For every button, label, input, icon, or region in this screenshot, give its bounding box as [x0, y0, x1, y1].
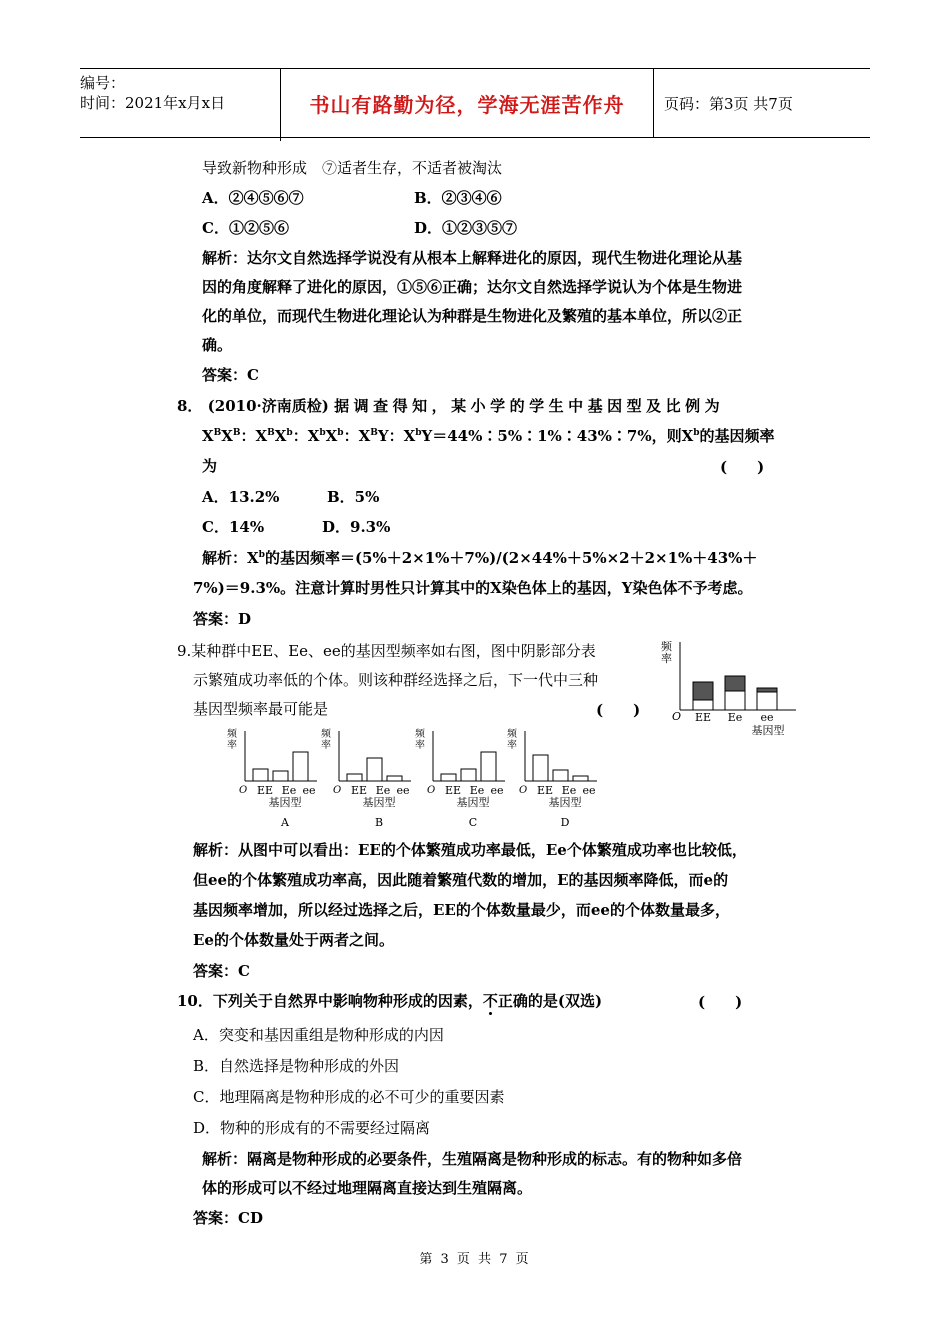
q10-answer: 答案：CD	[193, 1209, 263, 1227]
genotype-2: $X^BX^b$	[255, 427, 293, 445]
axis-label-y-char: 率	[321, 740, 331, 751]
date-line: 时间：2021年x月x日	[80, 94, 226, 112]
q8-ratio: ＝44%∶5%∶1%∶43%∶7%，则X	[432, 427, 694, 445]
q9-explanation-line: 基因频率增加，所以经过选择之后，EE的个体数量最少，而ee的个体数量最多，	[193, 901, 730, 919]
emphasis-mark: 不	[482, 992, 498, 1010]
q8-option-a: A．13.2%	[202, 488, 280, 506]
origin-label: O	[427, 785, 436, 796]
tick-label: Ee	[561, 784, 577, 797]
genotype-4: $X^BY$	[358, 427, 389, 445]
q8-genotype-line: $X^BX^B$：$X^BX^b$：$X^bX^b$：$X^BY$：$X^bY=44\%∶5\%∶1\%∶43\%∶7\%$，则$X^b$的基因频率	[202, 427, 775, 445]
genotype-1: $X^BX^B$	[202, 427, 241, 445]
axis-label-y-char: 率	[661, 652, 672, 665]
q8-number: 8．	[177, 397, 203, 415]
q7-option-b: B．②③④⑥	[414, 189, 502, 207]
bar	[553, 770, 568, 781]
origin-label: O	[672, 710, 682, 723]
q8-answer: 答案：D	[193, 610, 252, 628]
q10-option-c: C．地理隔离是物种形成的必不可少的重要因素	[193, 1088, 505, 1106]
axis-label-y-char: 率	[227, 740, 237, 751]
tick-label: EE	[256, 784, 274, 797]
option-label: C	[468, 816, 478, 829]
motto: 书山有路勤为径，学海无涯苦作舟	[281, 69, 654, 137]
genotype-3: $X^bX^b$	[307, 427, 344, 445]
q9-option-charts	[225, 725, 605, 831]
tick-label: EE	[694, 711, 712, 724]
bar	[293, 752, 308, 781]
axis-label-y-char: 频	[507, 729, 517, 740]
axis-label-y-char: 频	[321, 729, 331, 740]
q8-explanation-line: 解析：$X^b$的基因频率＝(5%＋2×1%＋7%)/(2×44%＋5%×2＋2×1%＋43%＋	[202, 549, 758, 567]
axis-label-x: 基因型	[268, 796, 302, 809]
q7-continuation: 导致新物种形成 ⑦适者生存，不适者被淘汰	[202, 159, 503, 177]
bar-low-success	[757, 688, 777, 692]
axis-label-y-char: 率	[415, 740, 425, 751]
axis-label-y-char: 率	[507, 740, 517, 751]
bar	[533, 755, 548, 781]
q8-option-d: D．9.3%	[322, 518, 391, 536]
bar	[253, 769, 268, 781]
tick-label: ee	[582, 784, 596, 797]
q7-explanation-line: 因的角度解释了进化的原因，①⑤⑥正确；达尔文自然选择学说认为个体是生物进	[202, 278, 743, 296]
q9-stem-line: 基因型频率最可能是	[193, 700, 329, 718]
q7-explanation-line: 确。	[202, 336, 233, 354]
q10-option-a: A．突变和基因重组是物种形成的内因	[193, 1026, 444, 1044]
q10-explanation-line: 解析：隔离是物种形成的必要条件，生殖隔离是物种形成的标志。有的物种如多倍	[202, 1150, 743, 1168]
tick-label: ee	[760, 711, 774, 724]
axis-label-y-char: 频	[661, 640, 672, 653]
q9-explanation-line: 解析：从图中可以看出：EE的个体繁殖成功率最低，Ee个体繁殖成功率也比较低，	[193, 841, 747, 859]
axis-label-y	[661, 639, 673, 665]
tick-label: ee	[396, 784, 410, 797]
tick-label: EE	[536, 784, 554, 797]
q8-explanation-line: 7%)＝9.3%。注意计算时男性只计算其中的X染色体上的基因，Y染色体不予考虑。	[193, 579, 753, 597]
q10-answer-blank: ( )	[698, 993, 743, 1011]
q10-option-b: B．自然选择是物种形成的外因	[193, 1057, 400, 1075]
origin-label: O	[519, 785, 528, 796]
q10-stem: 10．下列关于自然界中影响物种形成的因素，不正确的是(双选)	[177, 992, 603, 1010]
q9-explanation-line: Ee的个体数量处于两者之间。	[193, 931, 394, 949]
serial-number: 编号：	[80, 74, 126, 92]
axis-label-y	[321, 727, 332, 751]
tick-label: EE	[350, 784, 368, 797]
q7-option-c: C．①②⑤⑥	[202, 219, 289, 237]
axis-label-x: 基因型	[548, 796, 582, 809]
page-footer: 第 3 页 共 7 页	[419, 1252, 531, 1267]
tick-label: EE	[444, 784, 462, 797]
q9-answer-blank: ( )	[596, 701, 641, 719]
axis-label-y	[227, 727, 238, 751]
bar	[481, 752, 496, 781]
q8-stem-end: 为	[202, 457, 218, 475]
bar	[347, 774, 362, 781]
axis-label-x: 基因型	[456, 796, 490, 809]
genotype-5: $X^bY$	[403, 427, 433, 445]
bar-low-success	[693, 682, 713, 700]
q10-explanation-line: 体的形成可以不经过地理隔离直接达到生殖隔离。	[202, 1179, 533, 1197]
q8-option-b: B．5%	[327, 488, 380, 506]
q8-source: (2010·济南质检)	[207, 397, 329, 415]
page-header	[80, 68, 870, 138]
q8-stem	[177, 396, 807, 416]
option-label: B	[374, 816, 384, 829]
bar	[441, 774, 456, 781]
q7-answer: 答案：C	[202, 366, 259, 384]
bar	[387, 776, 402, 781]
tick-label: Ee	[375, 784, 391, 797]
option-chart-d	[507, 727, 597, 829]
q8-stem-text: 据调查得知，某小学的学生中基因型及比例为	[334, 397, 725, 415]
axis-label-y-char: 频	[227, 729, 237, 740]
option-chart-c	[415, 727, 505, 829]
header-left	[80, 69, 281, 141]
q7-option-a: A．②④⑤⑥⑦	[202, 189, 304, 207]
axis-label-x: 基因型	[362, 796, 396, 809]
origin-label: O	[239, 785, 248, 796]
bar	[367, 758, 382, 781]
q8-option-c: C．14%	[202, 518, 265, 536]
q10-option-d: D．物种的形成有的不需要经过隔离	[193, 1119, 431, 1137]
q9-explanation-line: 但ee的个体繁殖成功率高，因此随着繁殖代数的增加，E的基因频率降低，而e的	[193, 871, 729, 889]
q9-stem-line: 示繁殖成功率低的个体。则该种群经选择之后，下一代中三种	[193, 671, 599, 689]
tick-label: Ee	[727, 711, 743, 724]
axis-label-y	[507, 727, 518, 751]
origin-label: O	[333, 785, 342, 796]
q7-option-d: D．①②③⑤⑦	[414, 219, 518, 237]
page-indicator: 页码：第3页 共7页	[664, 94, 793, 113]
tick-label: Ee	[281, 784, 297, 797]
q9-answer: 答案：C	[193, 962, 250, 980]
option-chart-b	[321, 727, 411, 829]
q8-answer-blank: ( )	[720, 458, 765, 476]
bar	[573, 776, 588, 781]
bar	[273, 771, 288, 781]
bar-low-success	[725, 676, 745, 691]
tick-label: ee	[302, 784, 316, 797]
axis-label-x: 基因型	[751, 724, 785, 737]
axis-label-y	[415, 727, 426, 751]
q9-stem-line: 9.某种群中EE、Ee、ee的基因型频率如右图，图中阴影部分表	[177, 642, 596, 660]
axis-label-y-char: 频	[415, 729, 425, 740]
q9-main-chart	[658, 638, 803, 738]
bar	[461, 769, 476, 781]
q7-explanation-line: 解析：达尔文自然选择学说没有从根本上解释进化的原因，现代生物进化理论从基	[202, 249, 743, 267]
tick-label: ee	[490, 784, 504, 797]
option-label: A	[281, 816, 289, 829]
option-label: D	[560, 816, 570, 829]
tick-label: Ee	[469, 784, 485, 797]
q7-explanation-line: 化的单位，而现代生物进化理论认为种群是生物进化及繁殖的基本单位，所以②正	[202, 307, 743, 325]
option-chart-a	[227, 727, 317, 829]
